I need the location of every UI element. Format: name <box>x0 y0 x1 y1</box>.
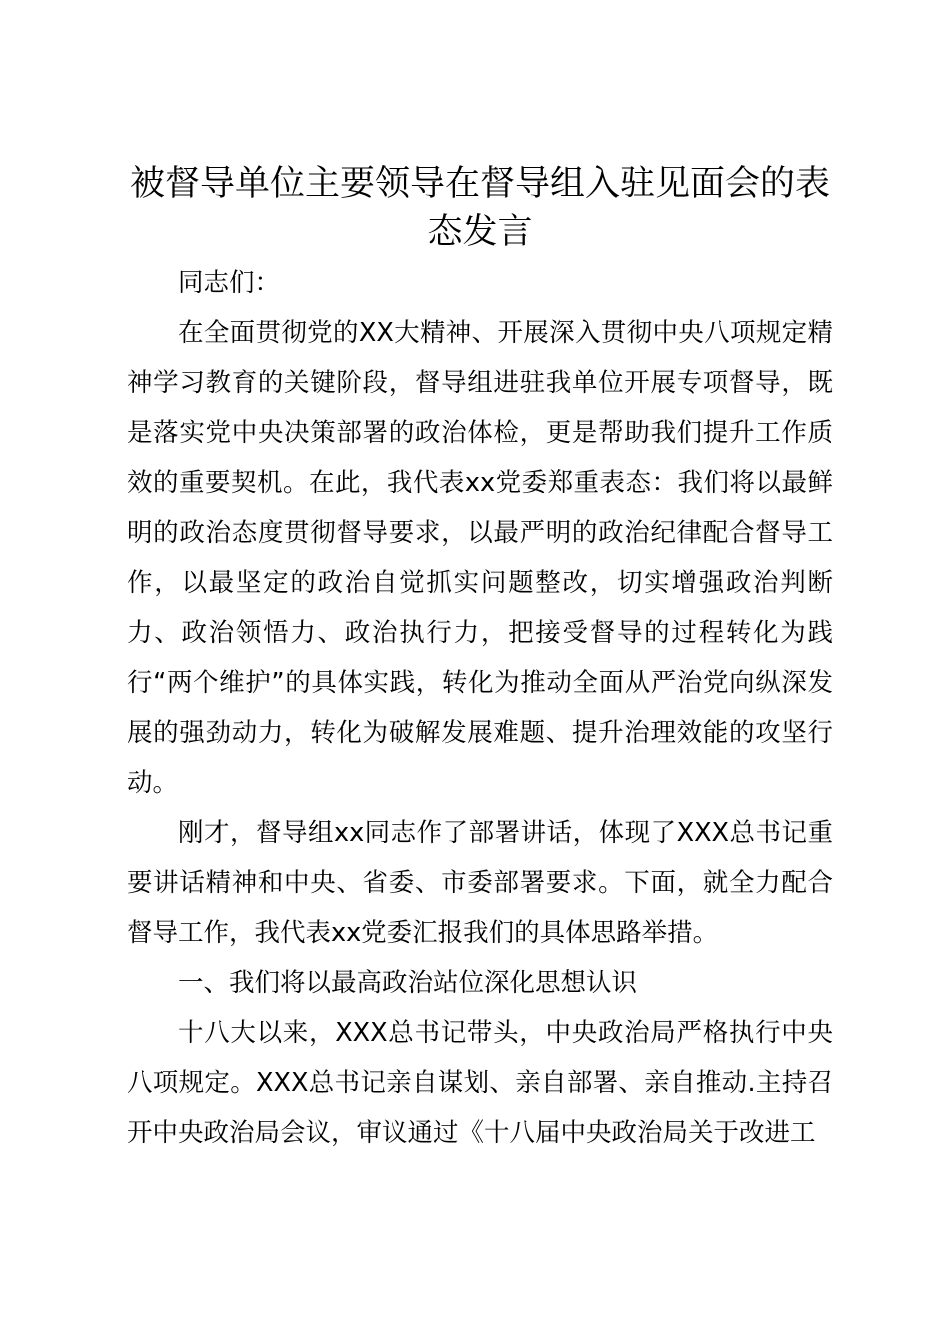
section-1-paragraph: 十八大以来，XXX总书记带头，中央政治局严格执行中央八项规定。XXX总书记亲自谋划、亲自部署、亲自推动.主持召开中央政治局会议，审议通过《十八届中央政治局关于改进工 <box>127 1018 833 1148</box>
document-body <box>127 160 833 1158</box>
opening-statement-paragraph: 在全面贯彻党的XX大精神、开展深入贯彻中央八项规定精神学习教育的关键阶段，督导组进驻我单位开展专项督导，既是落实党中央决策部署的政治体检，更是帮助我们提升工作质效的重要契机。在此，我代表xx党委郑重表态：我们将以最鲜明的政治态度贯彻督导要求，以最严明的政治纪律配合督导工作，以最坚定的政治自觉抓实问题整改，切实增强政治判断力、政治领悟力、政治执行力，把接受督导的过程转化为践行“两个维护”的具体实践，转化为推动全面从严治党向纵深发展的强劲动力，转化为破解发展难题、提升治理效能的攻坚行动。 <box>127 318 833 798</box>
section-heading-1: 一、我们将以最高政治站位深化思想认识 <box>178 968 638 998</box>
salutation-paragraph: 同志们： <box>178 268 281 298</box>
document-title: 被督导单位主要领导在督导组入驻见面会的表态发言 <box>129 164 830 252</box>
response-paragraph: 刚才，督导组xx同志作了部署讲话，体现了XXX总书记重要讲话精神和中央、省委、市委部署要求。下面，就全力配合督导工作，我代表xx党委汇报我们的具体思路举措。 <box>127 818 833 948</box>
